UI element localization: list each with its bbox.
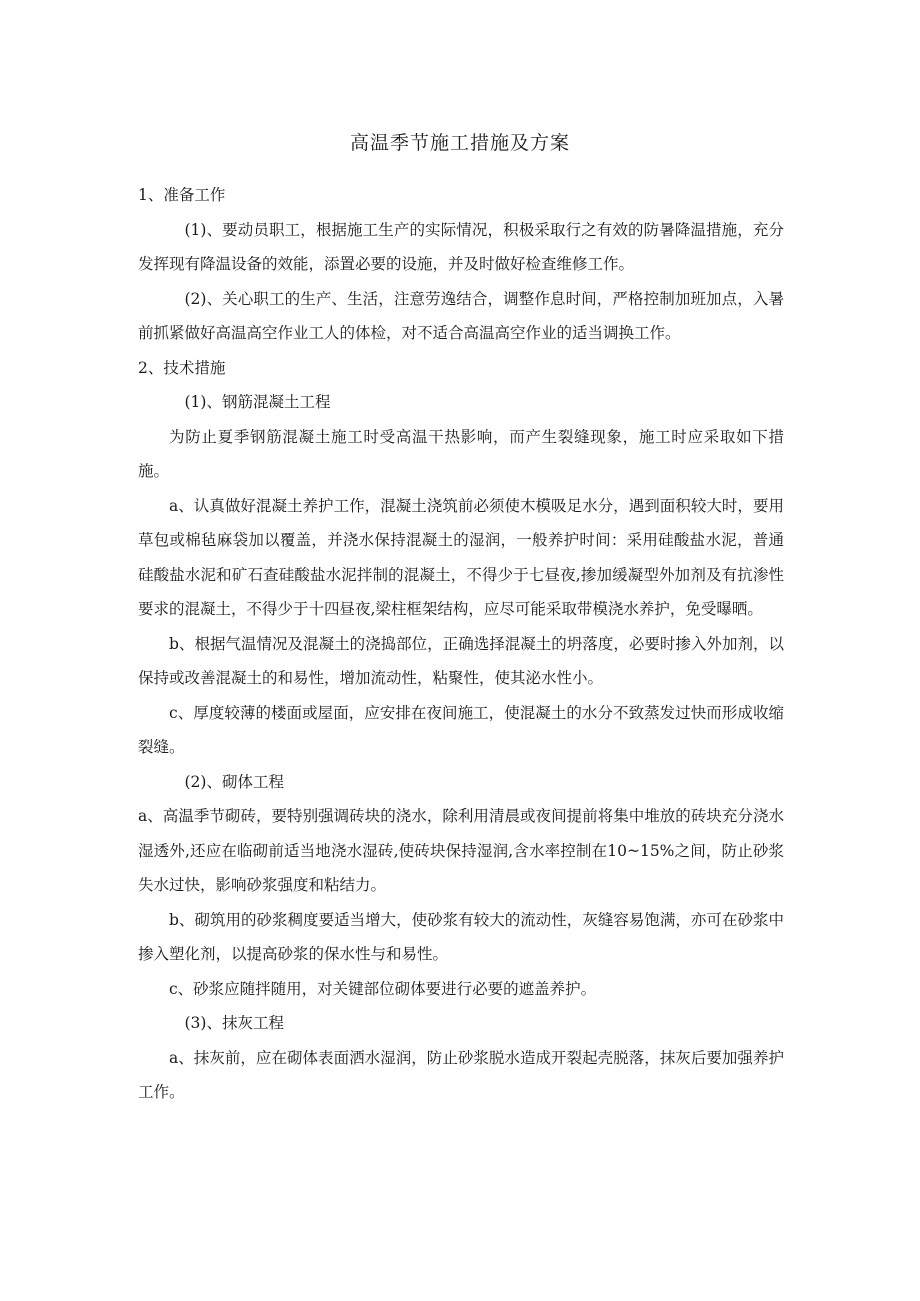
paragraph-concrete-b: b、根据气温情况及混凝土的浇捣部位，正确选择混凝土的坍落度，必要时掺入外加剂，以保持或改善混凝土的和易性，增加流动性，粘聚性，使其泌水性小。 (138, 634, 784, 687)
paragraph-plastering-a: a、抹灰前，应在砌体表面洒水湿润，防止砂浆脱水造成开裂起壳脱落，抹灰后要加强养护工作。 (138, 1048, 784, 1101)
paragraph-concrete-intro: 为防止夏季钢筋混凝土施工时受高温干热影响，而产生裂缝现象，施工时应采取如下措施。 (138, 427, 784, 480)
paragraph-masonry-b: b、砌筑用的砂浆稠度要适当增大，使砂浆有较大的流动性，灰缝容易饱满，亦可在砂浆中掺入塑化剂，以提高砂浆的保水性与和易性。 (138, 910, 784, 963)
paragraph-concrete-c: c、厚度较薄的楼面或屋面，应安排在夜间施工，使混凝土的水分不致蒸发过快而形成收缩裂缝。 (138, 703, 784, 756)
paragraph-prep-1: (1)、要动员职工，根据施工生产的实际情况，积极采取行之有效的防暑降温措施，充分发挥现有降温设备的效能，添置必要的设施，并及时做好检查维修工作。 (138, 220, 784, 273)
section-heading-technical: 2、技术措施 (138, 358, 226, 377)
paragraph-prep-2: (2)、关心职工的生产、生活，注意劳逸结合，调整作息时间，严格控制加班加点，入暑前抓紧做好高温高空作业工人的体检，对不适合高温高空作业的适当调换工作。 (138, 289, 784, 342)
section-heading-preparation: 1、准备工作 (138, 186, 226, 204)
document-title: 高温季节施工措施及方案 (349, 132, 570, 154)
subheading-masonry: (2)、砌体工程 (184, 772, 284, 791)
paragraph-masonry-c: c、砂浆应随拌随用，对关键部位砌体要进行必要的遮盖养护。 (169, 979, 597, 998)
subheading-reinforced-concrete: (1)、钢筋混凝土工程 (184, 393, 331, 411)
subheading-plastering: (3)、抹灰工程 (184, 1014, 284, 1032)
document-body (138, 178, 784, 1110)
paragraph-masonry-a: a、高温季节砌砖，要特别强调砖块的浇水，除利用清晨或夜间提前将集中堆放的砖块充分浇水湿透外,还应在临砌前适当地浇水湿砖,使砖块保持湿润,含水率控制在10~15%之间，防止砂浆失水过快，影响砂浆强度和粘结力。 (138, 807, 784, 894)
paragraph-concrete-a: a、认真做好混凝土养护工作，混凝土浇筑前必须使木模吸足水分，遇到面积较大时，要用草包或棉毡麻袋加以覆盖，并浇水保持混凝土的湿润，一般养护时间：采用硅酸盐水泥，普通硅酸盐水泥和矿石查硅酸盐水泥拌制的混凝土，不得少于七昼夜,掺加缓凝型外加剂及有抗渗性要求的混凝土，不得少于十四昼夜,梁柱框架结构，应尽可能采取带模浇水养护，免受曝晒。 (138, 496, 784, 618)
